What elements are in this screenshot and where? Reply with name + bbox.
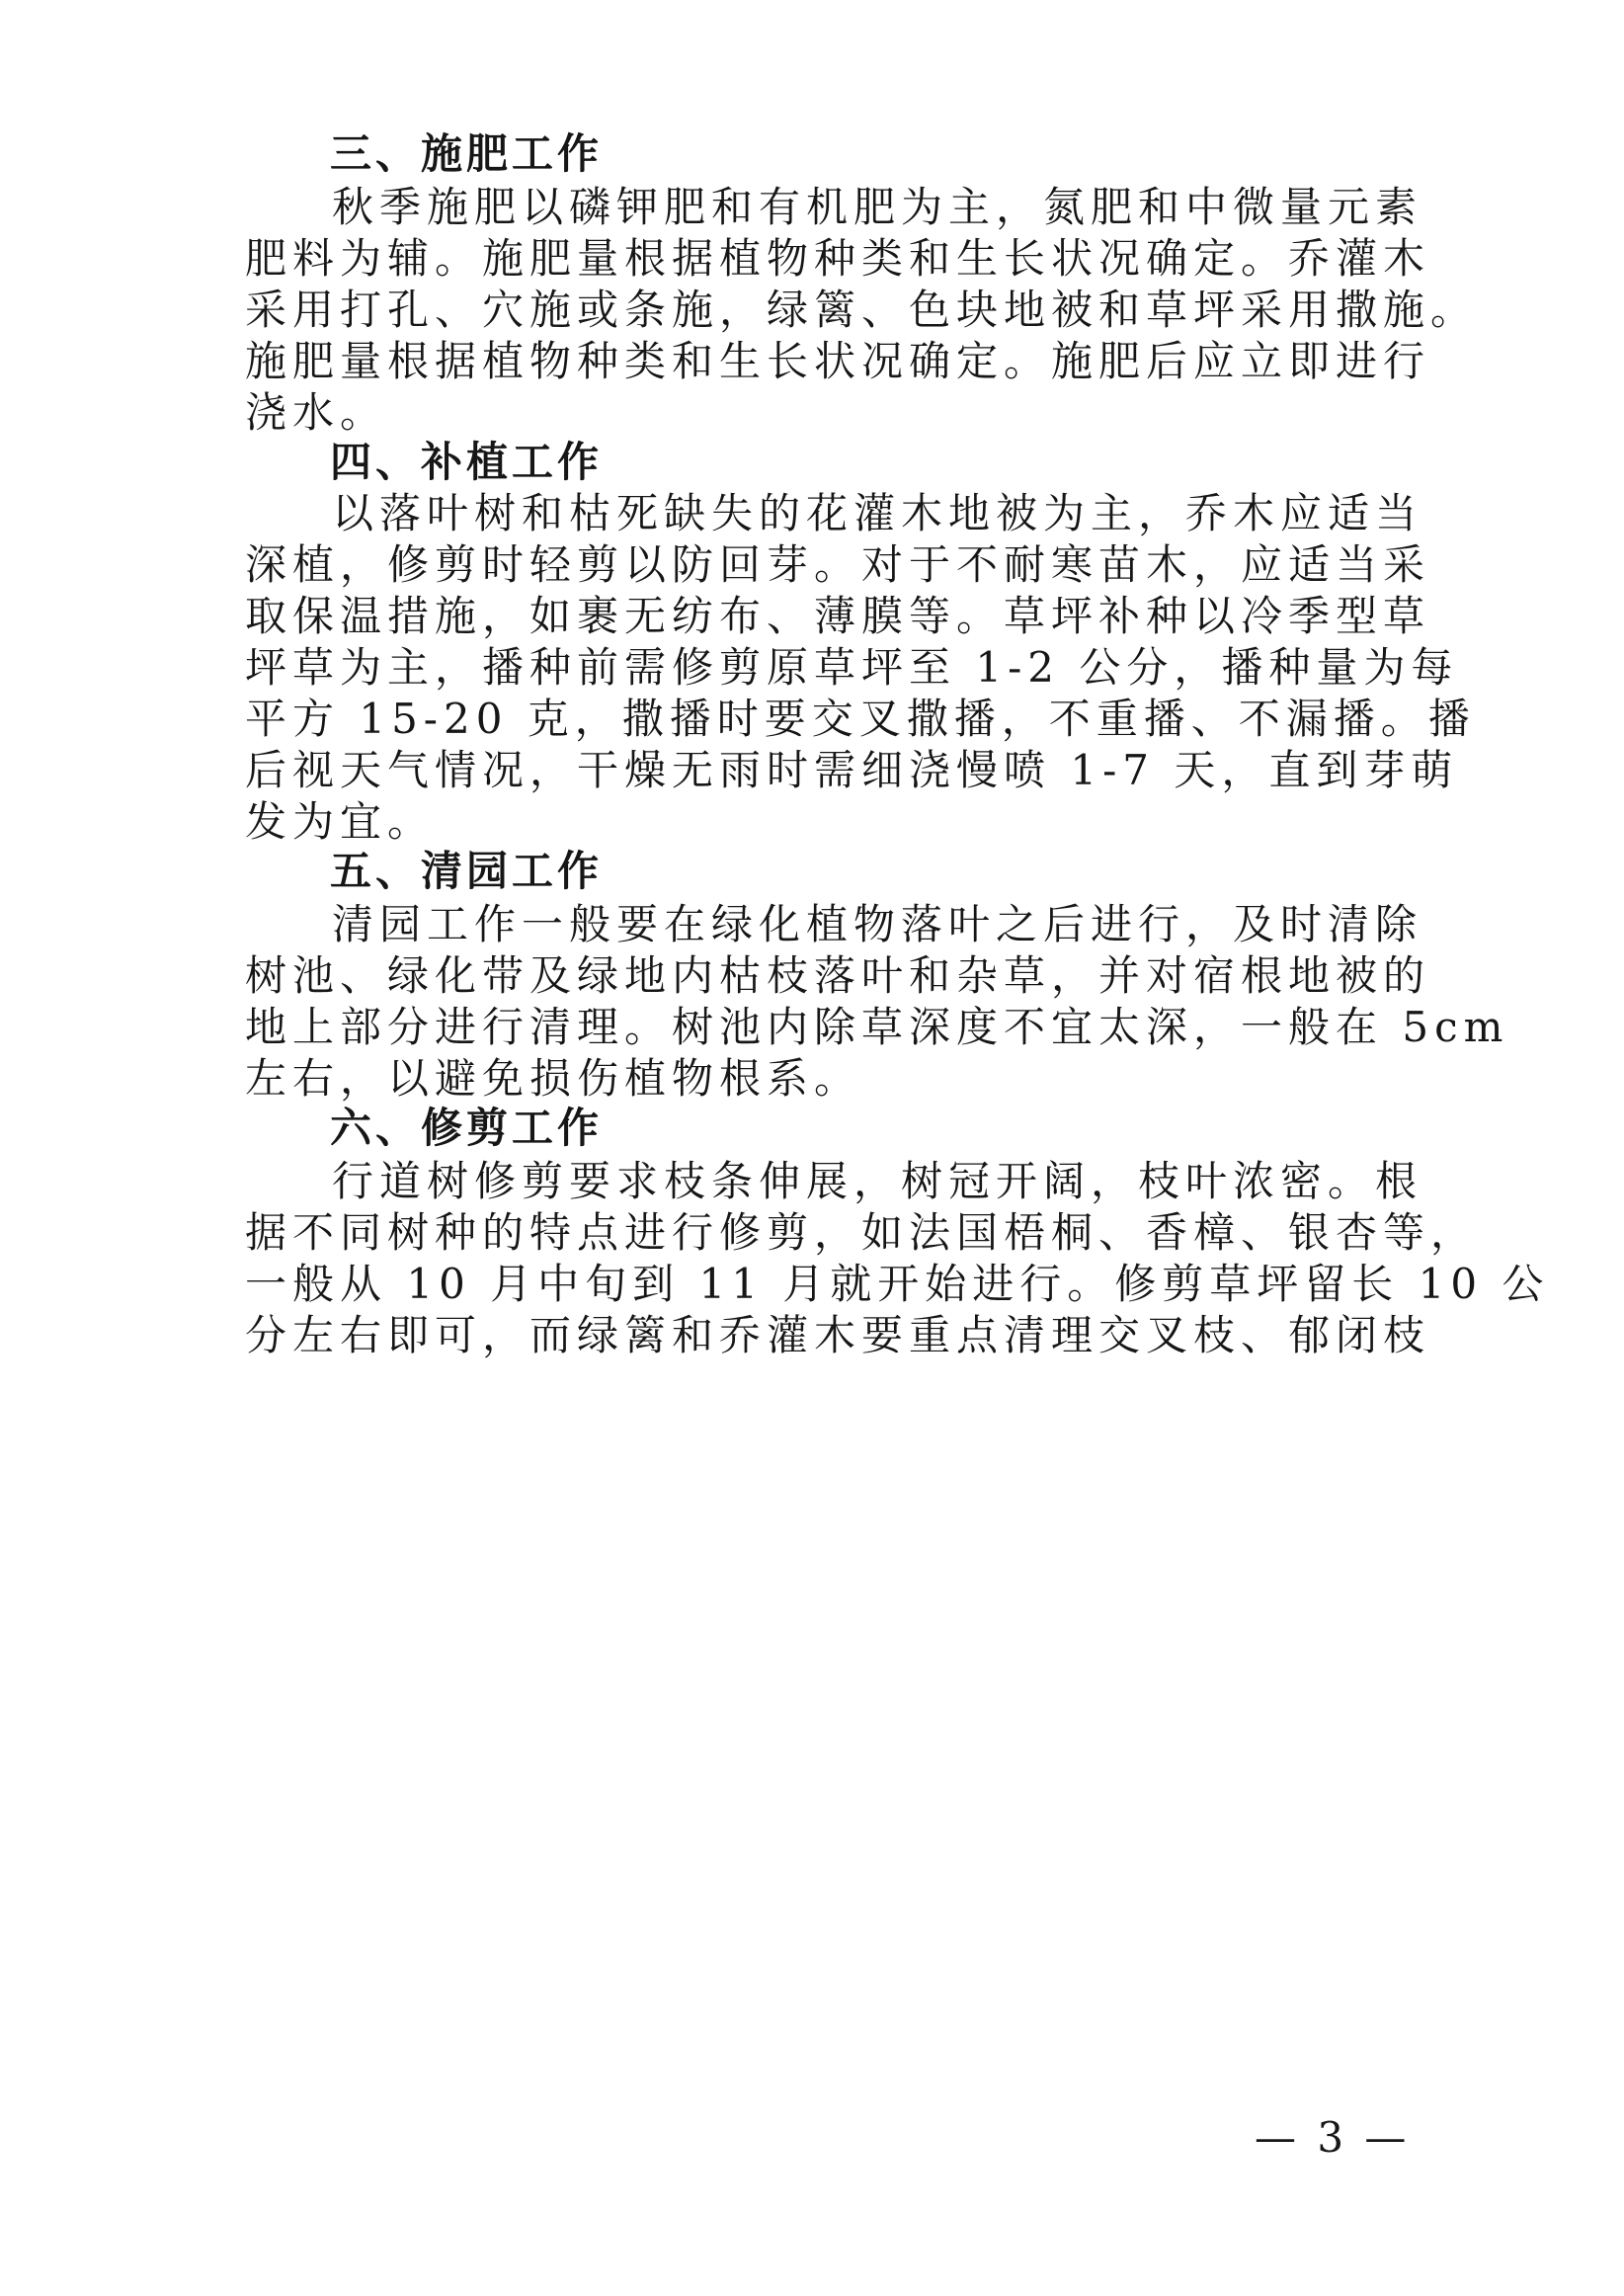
paragraph-line: 地上部分进行清理。树池内除草深度不宜太深，一般在 5cm bbox=[245, 1003, 1509, 1051]
section-heading-pruning: 六、修剪工作 bbox=[330, 1104, 604, 1152]
paragraph-line: 分左右即可，而绿篱和乔灌木要重点清理交叉枝、郁闭枝 bbox=[245, 1311, 1431, 1359]
page-number: — 3 — bbox=[1255, 2113, 1411, 2162]
paragraph-line: 坪草为主，播种前需修剪原草坪至 1-2 公分，播种量为每 bbox=[245, 643, 1459, 692]
paragraph-line: 深植，修剪时轻剪以防回芽。对于不耐寒苗木，应适当采 bbox=[245, 540, 1431, 589]
paragraph-line: 一般从 10 月中旬到 11 月就开始进行。修剪草坪留长 10 公 bbox=[245, 1260, 1550, 1308]
section-heading-fertilizing: 三、施肥工作 bbox=[330, 129, 604, 178]
paragraph-line: 行道树修剪要求枝条伸展，树冠开阔，枝叶浓密。根 bbox=[332, 1157, 1423, 1205]
paragraph-line: 以落叶树和枯死缺失的花灌木地被为主，乔木应适当 bbox=[332, 489, 1423, 537]
paragraph-line: 施肥量根据植物种类和生长状况确定。施肥后应立即进行 bbox=[245, 337, 1431, 385]
section-heading-garden-cleanup: 五、清园工作 bbox=[330, 847, 604, 895]
paragraph-line: 树池、绿化带及绿地内枯枝落叶和杂草，并对宿根地被的 bbox=[245, 951, 1431, 1000]
paragraph-line: 清园工作一般要在绿化植物落叶之后进行，及时清除 bbox=[332, 900, 1423, 948]
paragraph-line: 取保温措施，如裹无纺布、薄膜等。草坪补种以冷季型草 bbox=[245, 592, 1431, 640]
paragraph-line: 发为宜。 bbox=[245, 797, 436, 846]
paragraph-line: 后视天气情况，干燥无雨时需细浇慢喷 1-7 天，直到芽萌 bbox=[245, 746, 1459, 794]
paragraph-line: 平方 15-20 克，撒播时要交叉撒播，不重播、不漏播。播 bbox=[245, 695, 1476, 743]
paragraph-line: 采用打孔、穴施或条施，绿篱、色块地被和草坪采用撒施。 bbox=[245, 286, 1479, 334]
paragraph-line: 据不同树种的特点进行修剪，如法国梧桐、香樟、银杏等， bbox=[245, 1208, 1479, 1257]
paragraph-line: 左右，以避免损伤植物根系。 bbox=[245, 1054, 862, 1103]
paragraph-line: 肥料为辅。施肥量根据植物种类和生长状况确定。乔灌木 bbox=[245, 234, 1431, 283]
section-heading-replanting: 四、补植工作 bbox=[330, 438, 604, 486]
paragraph-line: 浇水。 bbox=[245, 388, 388, 437]
paragraph-line: 秋季施肥以磷钾肥和有机肥为主，氮肥和中微量元素 bbox=[332, 183, 1423, 231]
